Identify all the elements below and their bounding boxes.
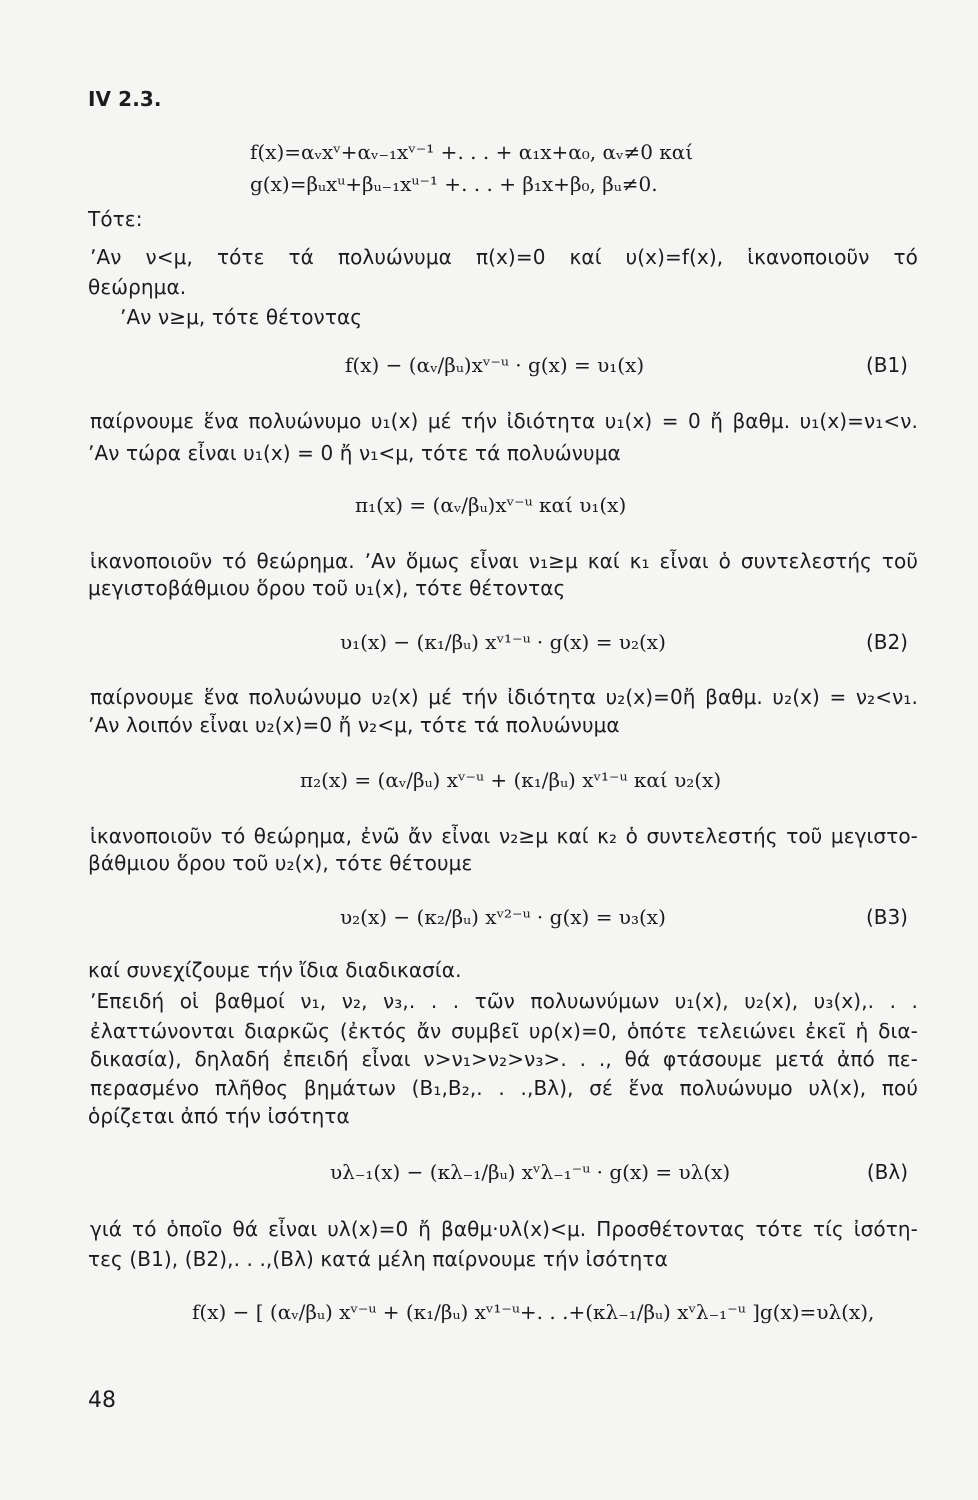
text-line: ἱκανοποιοῦν τό θεώρημα, ἐνῶ ἄν εἶναι ν₂≥μ καί κ₂ ὁ συντελεστής τοῦ μεγιστο- bbox=[90, 824, 918, 848]
equation-final: f(x) − [ (αᵥ/βᵤ) xᵛ⁻ᵘ + (κ₁/βᵤ) xᵛ¹⁻ᵘ+. . .+(κλ₋₁/βᵤ) xᵛλ₋₁⁻ᵘ ]g(x)=υλ(x), bbox=[192, 1300, 875, 1324]
text-line: ʼΑν λοιπόν εἶναι υ₂(x)=0 ἤ ν₂<μ, τότε τά πολυώνυμα bbox=[88, 713, 620, 737]
equation-Blambda: υλ₋₁(x) − (κλ₋₁/βᵤ) xᵛλ₋₁⁻ᵘ · g(x) = υλ(x) bbox=[330, 1160, 731, 1184]
text-line: παίρνουμε ἕνα πολυώνυμο υ₁(x) μέ τήν ἰδιότητα υ₁(x) = 0 ἤ βαθμ. υ₁(x)=ν₁<ν. bbox=[90, 409, 918, 433]
text-line: ἱκανοποιοῦν τό θεώρημα. ʼΑν ὅμως εἶναι ν₁≥μ καί κ₁ εἶναι ὁ συντελεστής τοῦ bbox=[90, 549, 918, 573]
equation-B3: υ₂(x) − (κ₂/βᵤ) xᵛ²⁻ᵘ · g(x) = υ₃(x) bbox=[340, 905, 666, 929]
equation-B1: f(x) − (αᵥ/βᵤ)xᵛ⁻ᵘ · g(x) = υ₁(x) bbox=[345, 353, 645, 377]
text-line: ὁρίζεται ἀπό τήν ἰσότητα bbox=[88, 1104, 350, 1128]
page-number: 48 bbox=[88, 1388, 116, 1413]
equation-B2: υ₁(x) − (κ₁/βᵤ) xᵛ¹⁻ᵘ · g(x) = υ₂(x) bbox=[340, 630, 666, 654]
text-line: καί συνεχίζουμε τήν ἴδια διαδικασία. bbox=[88, 958, 462, 982]
text-line: μεγιστοβάθμιου ὅρου τοῦ υ₁(x), τότε θέτοντας bbox=[88, 576, 566, 600]
equation-g: g(x)=βᵤxᵘ+βᵤ₋₁xᵘ⁻¹ +. . . + β₁x+β₀, βᵤ≠0. bbox=[250, 172, 658, 196]
equation-tag-B2: (B2) bbox=[865, 630, 908, 654]
text-line: ʼΑν ν≥μ, τότε θέτοντας bbox=[120, 305, 363, 329]
equation-pi1: π₁(x) = (αᵥ/βᵤ)xᵛ⁻ᵘ καί υ₁(x) bbox=[355, 493, 627, 517]
text-line: θεώρημα. bbox=[88, 275, 187, 299]
text-line: παίρνουμε ἕνα πολυώνυμο υ₂(x) μέ τήν ἰδιότητα υ₂(x)=0ἤ βαθμ. υ₂(x) = ν₂<ν₁. bbox=[90, 685, 918, 709]
equation-tag-B1: (B1) bbox=[865, 353, 908, 377]
text-line: δικασία), δηλαδή ἐπειδή εἶναι ν>ν₁>ν₂>ν₃>. . ., θά φτάσουμε μετά ἀπό πε- bbox=[90, 1047, 918, 1071]
equation-tag-B3: (B3) bbox=[865, 905, 908, 929]
equation-tag-Blambda: (Bλ) bbox=[866, 1160, 908, 1184]
text-line: ʼΑν τώρα εἶναι υ₁(x) = 0 ἤ ν₁<μ, τότε τά πολυώνυμα bbox=[88, 441, 621, 465]
text-line: βάθμιου ὅρου τοῦ υ₂(x), τότε θέτουμε bbox=[88, 851, 473, 875]
text-line: ἐλαττώνονται διαρκῶς (ἐκτός ἄν συμβεῖ υρ(x)=0, ὁπότε τελειώνει ἐκεῖ ἡ δια- bbox=[90, 1019, 918, 1043]
text-line: ʼΑν ν<μ, τότε τά πολυώνυμα π(x)=0 καί υ(x)=f(x), ἱκανοποιοῦν τό bbox=[90, 245, 918, 269]
text-line: Τότε: bbox=[88, 207, 143, 231]
equation-pi2: π₂(x) = (αᵥ/βᵤ) xᵛ⁻ᵘ + (κ₁/βᵤ) xᵛ¹⁻ᵘ καί υ₂(x) bbox=[300, 768, 722, 792]
text-line: τες (B1), (B2),. . .,(Bλ) κατά μέλη παίρνουμε τήν ἰσότητα bbox=[88, 1247, 668, 1271]
text-line: περασμένο πλῆθος βημάτων (B₁,B₂,. . .,Bλ), σέ ἕνα πολυώνυμο υλ(x), πού bbox=[90, 1076, 918, 1100]
section-header: IV 2.3. bbox=[88, 87, 162, 111]
text-line: ʼΕπειδή οἱ βαθμοί ν₁, ν₂, ν₃,. . . τῶν πολυωνύμων υ₁(x), υ₂(x), υ₃(x),. . . bbox=[90, 989, 918, 1013]
equation-f: f(x)=αᵥxᵛ+αᵥ₋₁xᵛ⁻¹ +. . . + α₁x+α₀, αᵥ≠0 καί bbox=[250, 140, 694, 164]
text-line: γιά τό ὁποῖο θά εἶναι υλ(x)=0 ἤ βαθμ·υλ(x)<μ. Προσθέτοντας τότε τίς ἰσότη- bbox=[90, 1217, 918, 1241]
